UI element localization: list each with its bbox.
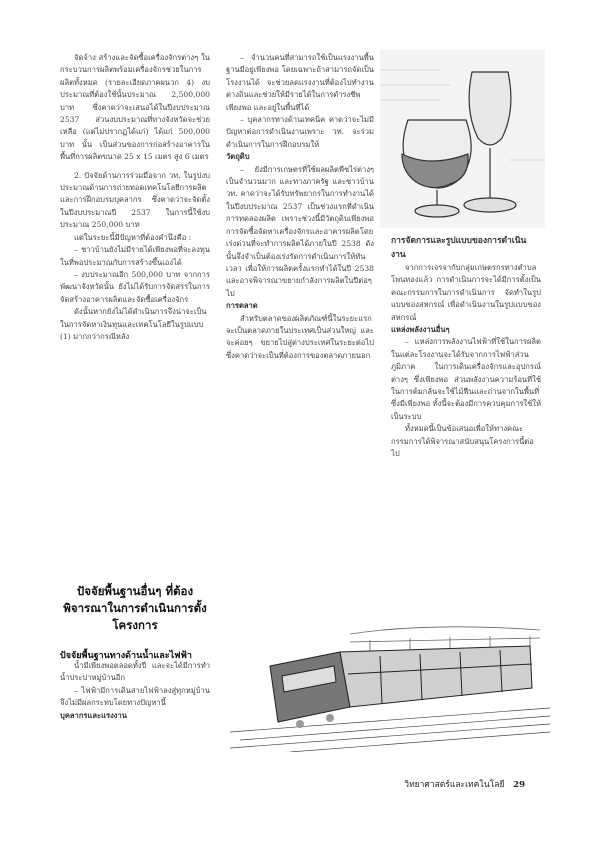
journal-title: วิทยาศาสตร์และเทคโนโลยี	[404, 780, 505, 790]
column-2	[226, 52, 374, 362]
paragraph: สำหรับตลาดของผลิตภัณฑ์นี้ในระยะแรกจะเป็นตลาดภายในประเทศเป็นส่วนใหญ่ และจะค่อยๆ ขยายไปสู่ต่างประเทศในระยะต่อไป ซึ่งคาดว่าจะเป็นที่ต้องการของตลาดภายนอก	[226, 313, 374, 360]
paragraph-heading: การตลาด	[226, 301, 258, 311]
subsection-heading: ปัจจัยพื้นฐานทางด้านน้ำและไฟฟ้า	[60, 651, 192, 661]
paragraph: – จำนวนคนที่สามารถใช้เป็นแรงงานพื้นฐานมีอยู่เพียงพอ โดยเฉพาะถ้าสามารถจัดเป็นโรงงานได้ จะช่วยลดแรงงานที่ต้องไปทำงานต่างถิ่นและช่วยให้มีรายได้ในการดำรงชีพเพียงพอ และอยู่ในพื้นที่ได้	[226, 53, 374, 112]
image-caption: การจัดการและรูปแบบของการดำเนินงาน	[391, 236, 527, 260]
page-footer	[404, 777, 525, 791]
paragraph: น้ำมีเพียงพอตลอดทั้งปี และจะได้มีการทำน้ำประปาหมู่บ้านอีก	[60, 661, 210, 683]
paragraph: 2. ปัจจัยด้านการร่วมมือจาก วท. ในรูปงบประมาณด้านการถ่ายทอดเทคโนโลยีการผลิตและการฝึกอบรมบุคลากร ซึ่งคาดว่าจะจัดตั้งในปีงบประมาณปี 2537 ในการนี้ใช้งบประมาณ 250,000 บาท	[60, 170, 210, 230]
illustration-glasses	[380, 50, 545, 228]
section-heading: ปัจจัยพื้นฐานอื่นๆ ที่ต้องพิจารณาในการดำเนินการตั้งโครงการ	[63, 584, 207, 632]
column-3	[391, 234, 541, 461]
paragraph-heading: วัตถุดิบ	[226, 152, 250, 162]
paragraph: – ยังมีการเกษตรที่ใช้ผลผลิตพืชไร่ต่างๆ เป็นจำนวนมาก และทางภาครัฐ และชาวบ้าน วท. คาดว่าจะได้รับทรัพยากรในการทำงานได้ในปีงบประมาณ 2537 เป็นช่วงแรกที่ดำเนินการทดลองผลิต เพราะช่วงนี้มีวัตถุดิบเพียงพอ การจัดซื้อจัดหาเครื่องจักรและอาคารผลิตโดยเร่งด่วนที่จะทำการผลิตได้ภายในปี 2538 ดังนั้นจึงจำเป็นต้องเร่งรัดการดำเนินการให้ทันเวลา เพื่อให้การผลิตครั้งแรกทำได้ในปี 2538 และอาจพิจารณาขยายกำลังการผลิตในปีต่อๆ ไป	[226, 164, 374, 298]
paragraph-heading: แหล่งพลังงานอื่นๆ	[391, 325, 450, 335]
paragraph: ดังนั้นหากยังไม่ได้ดำเนินการจึงน่าจะเป็นในการจัดหาเงินทุนและเทคโนโลยีในรูปแบบ (1) มากกว่ากรณีหลัง	[60, 307, 207, 341]
paragraph: จากการเจรจากับกลุ่มเกษตรกรทางตำบลโพนทองแล้ว การดำเนินการจะได้มีการตั้งเป็นคณะกรรมการในการดำเนินการ จัดทำในรูปแบบของสหกรณ์ เพื่อดำเนินงานในรูปแบบของสหกรณ์	[391, 263, 541, 322]
page-number: 29	[513, 780, 525, 790]
paragraph: – งบประมาณอีก 500,000 บาท จากการพัฒนาจังหวัดนั้น ยังไม่ได้รับการจัดสรรในการจัดสร้างอาคารผลิตและจัดซื้อเครื่องจักร	[60, 269, 210, 304]
paragraph: จัดจ้าง สร้างและจัดซื้อเครื่องจักรต่างๆ ในกระบวนการผลิตพร้อมเครื่องจักรช่วยในการผลิตทั้งหมด (รายละเอียดภาคผนวก 4) งบประมาณที่ต้องใช้นั้นประมาณ 2,500,000 บาท ซึ่งคาดว่าจะเสนอได้ในปีงบประมาณ 2537 ส่วนงบประมาณที่ทางจังหวัดจะช่วยเหลือ (แต่ไม่ปรากฏได้แก่) ได้แก่ 500,000 บาท นั้น เป็นส่วนของการก่อสร้างอาคารในพื้นที่การผลิตขนาด 25 x 15 เมตร สูง 6 เมตร	[60, 53, 210, 162]
paragraph-heading: บุคลากรและแรงงาน	[60, 710, 127, 720]
paragraph: ทั้งหมดนี้เป็นข้อเสนอเพื่อให้ทางคณะกรรมการได้พิจารณาสนับสนุนโครงการนี้ต่อไป	[391, 424, 534, 459]
paragraph: – แหล่งการพลังงานไฟฟ้าที่ใช้ในการผลิตในแต่ละโรงงานจะได้รับจากการไฟฟ้าส่วนภูมิภาค ในการเดินเครื่องจักรและอุปกรณ์ต่างๆ ซึ่งเพียงพอ ส่วนพลังงานความร้อนที่ใช้ในการต้มกลั่นจะใช้ไม้ฟืนและถ่านจากในพื้นที่ ซึ่งมีเพียงพอ ทั้งนี้จะต้องมีการควบคุมการใช้ให้เป็นระบบ	[391, 337, 541, 421]
column-1	[60, 52, 210, 343]
column-1-continued	[60, 660, 210, 722]
paragraph: – ไฟฟ้ามีการเดินสายไฟฟ้าลงสู่ทุกหมู่บ้าน จึงไม่มีผลกระทบโดยทางปัญหานี้	[60, 685, 210, 708]
paragraph: แต่ในระยะนี้มีปัญหาที่ต้องคำนึงคือ :	[74, 232, 192, 242]
illustration-train	[230, 612, 550, 752]
paragraph: – ชาวบ้านยังไม่มีรายได้เพียงพอที่จะลงทุนในที่พอประมาณกับการสร้างขึ้นเองได้	[60, 245, 210, 267]
paragraph: – บุคลากรทางด้านเทคนิค คาดว่าจะไม่มีปัญหาต่อการดำเนินงานเพราะ วท. จะร่วมดำเนินการในการฝึกอบรมให้	[226, 115, 374, 149]
